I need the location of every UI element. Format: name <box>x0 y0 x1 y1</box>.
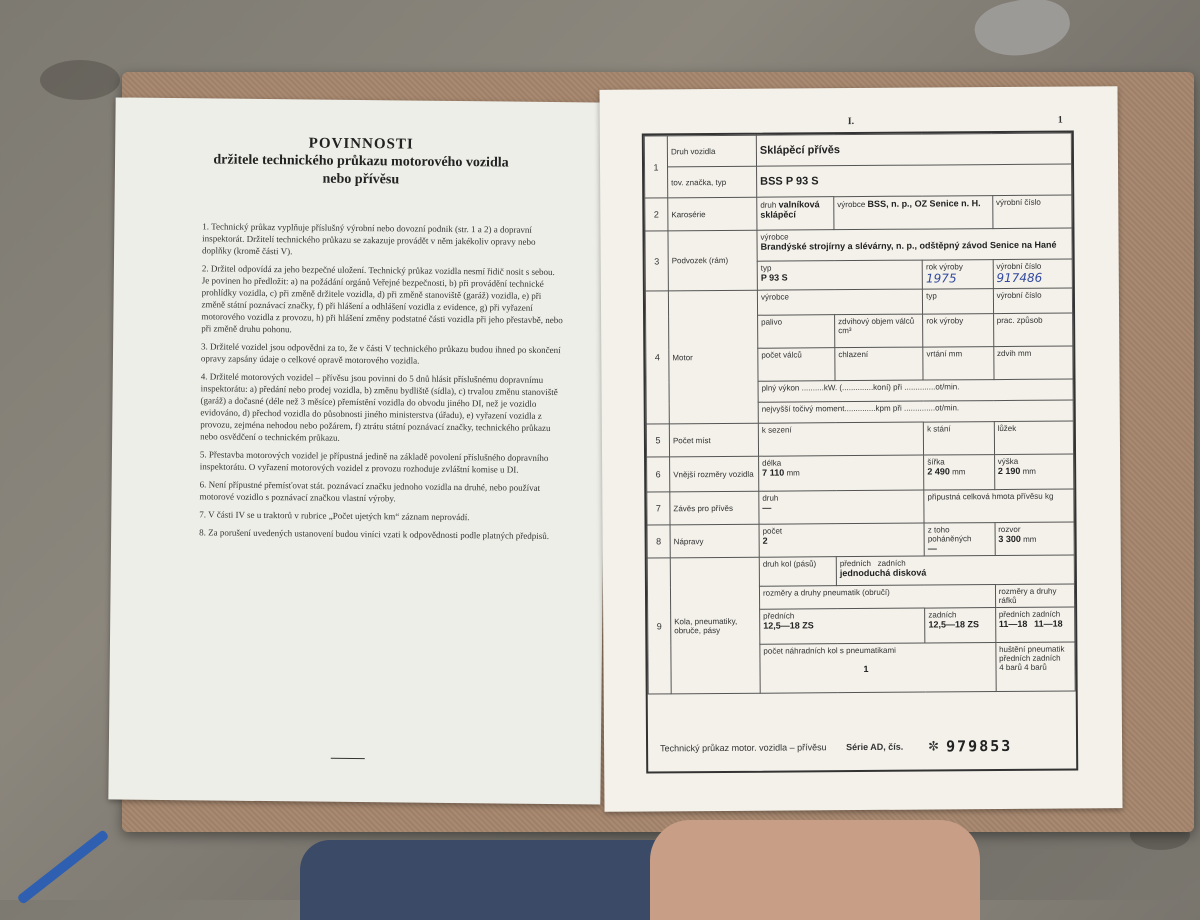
row-number: 1 <box>644 136 667 198</box>
left-page <box>108 97 607 804</box>
inflation-label: huštění pneumatik <box>999 644 1065 655</box>
cooling-label: chlazení <box>835 347 923 381</box>
inflation-rear-value: 4 barů <box>1024 662 1047 672</box>
rule-item: 5. Přestavba motorových vozidel je přípustná jedině na základě povolení příslušného dopravního inspektorátu. O vyřazení motorových vozidel z provozu rozhoduje zvláštní komise u DI. <box>199 449 549 475</box>
row-3 <box>645 228 1072 262</box>
hitch-kind-value: — <box>762 502 772 513</box>
driven-axles-value: — <box>927 543 937 554</box>
body-label: Karosérie <box>668 197 757 231</box>
rule-item: 7. V části IV se u traktorů v rubrice „Počet ujetých km“ záznam neprovádí. <box>199 509 470 523</box>
hitch-kind-label: druh <box>762 493 779 503</box>
row-number: 3 <box>645 231 668 291</box>
brand-type-label: tov. značka, typ <box>668 166 757 198</box>
chassis-type-value: P 93 S <box>760 272 788 283</box>
tire-sizes-label: rozměry a druhy pneumatik (obručí) <box>759 585 995 610</box>
row-number: 5 <box>646 424 669 457</box>
chassis-year-value: 1975 <box>925 271 957 286</box>
beds-label: lůžek <box>994 421 1074 455</box>
left-page-title: POVINNOSTI <box>308 135 414 153</box>
end-line <box>331 758 365 759</box>
wheel-rear-label: zadních <box>877 558 906 568</box>
wheels-label: Kola, pneumatiky, obruče, pásy <box>670 557 760 694</box>
engine-serial-label: výrobní číslo <box>993 288 1073 314</box>
width-unit: mm <box>952 467 966 477</box>
tire-rear-label: zadních <box>928 610 957 620</box>
axle-count-value: 2 <box>762 535 768 546</box>
left-page-subtitle: držitele technického průkazu motorového vozidla <box>213 152 509 171</box>
row-7 <box>647 489 1074 525</box>
footer-label: Technický průkaz motor. vozidla – přívěsu <box>660 742 827 754</box>
engine-maker-label: výrobce <box>757 289 922 315</box>
rule-item: 2. Držitel odpovídá za jeho bezpečné uložení. Technický průkaz vozidla nesmí řidič nosit s sebou. Je povinen ho předložit: a) na požádání orgánů Veřejné bezpečnosti, b) při provádění technické prohlídky vozidla, c) při změně držitele vozidla, d) při změně stanoviště (garáž) vozidla, e) při změně státní poznávací značky, f) při hlášení a odhlášení vozidla z evidence, g) při vyřazení motorového vozidla z provozu, h) při hlášení změny podstatné části vozidla při jeho přestavbě, nebo při změně druhu pohonu. <box>201 263 563 335</box>
row-number: 6 <box>647 457 670 492</box>
hand <box>650 820 980 920</box>
engine-year-label: rok výroby <box>923 314 994 347</box>
pen <box>17 829 110 905</box>
row-8 <box>647 522 1074 558</box>
row-number: 9 <box>647 558 671 694</box>
inflation-front-label: předních <box>999 653 1031 664</box>
stroke-unit: mm <box>1017 348 1032 358</box>
rule-item: 1. Technický průkaz vyplňuje příslušný výrobní nebo dovozní podnik (str. 1 a 2) a dopravní inspektorát. Držitelí technického průkazu se zakazuje provádět v něm jakékoliv opravy nebo doplňky (kromě části V). <box>202 221 536 257</box>
trailer-mass-unit: kg <box>1044 491 1054 501</box>
rule-item: 6. Není přípustné přemísťovat stát. poznávací značku jednoho vozidla na druhé, nebo používat motorové vozidlo s poznávací značkou vlastní výroby. <box>199 479 541 504</box>
trailer-mass-label: připustná celková hmota přívěsu <box>927 491 1043 502</box>
chassis-maker-label: výrobce <box>760 232 789 242</box>
spare-wheels-value: 1 <box>863 663 869 674</box>
inflation-front-value: 4 barů <box>999 662 1022 673</box>
axle-count-label: počet <box>762 526 783 536</box>
engine-label: Motor <box>668 290 758 424</box>
height-unit: mm <box>1022 466 1036 476</box>
axles-label: Nápravy <box>670 524 759 558</box>
row-1 <box>644 133 1071 167</box>
page-number: 1 <box>1057 114 1063 126</box>
inflation-rear-label: zadních <box>1032 653 1061 663</box>
chassis-serial-value: 917486 <box>996 270 1043 286</box>
rock <box>970 0 1074 64</box>
vehicle-type-label: Druh vozidla <box>667 135 756 167</box>
tire-rear-value: 12,5—18 ZS <box>928 619 979 630</box>
chassis-year-label: rok výroby <box>925 262 963 272</box>
hitch-label: Závěs pro přívěs <box>670 491 759 525</box>
displacement-label: zdvihový objem válců <box>838 316 915 327</box>
wheelbase-unit: mm <box>1023 534 1037 544</box>
height-label: výška <box>997 456 1019 467</box>
seats-label: Počet míst <box>669 423 758 457</box>
chassis-label: Podvozek (rám) <box>668 230 757 291</box>
dimensions-label: Vnější rozměry vozidla <box>670 456 759 492</box>
body-serial-label: výrobní číslo <box>992 195 1072 229</box>
row-number: 2 <box>645 198 668 231</box>
row-number: 4 <box>645 291 669 424</box>
rule-item: 4. Držitelé motorových vozidel – přívěsu jsou povinni do 5 dnů hlásit příslušnému dopravnímu inspektorátu: a) předání nebo prodej vozidla, b) změnu bydliště (sídla), c) trvalou změnu stanoviště (garáž) a dočasné (déle než 3 měsíce) přemístění vozidla do obvodu jiného DI, než je vozidlo evidováno, d) přechod vozidla do působnosti jiného ministerstva (úřadu), e) vyřazení vozidla z provozu, zejména nehodou nebo požárem, f) ztrátu státní poznávací značky, technického průkazu nebo osvědčení o technickém průkazu. <box>200 371 558 443</box>
power-line: plný výkon ..........kW. (..............koní) při ..............ot/min. <box>758 379 1073 402</box>
chassis-serial-label: výrobní číslo <box>996 261 1042 272</box>
length-unit: mm <box>786 468 800 478</box>
body-kind-label: druh <box>760 200 777 210</box>
series-label: Série AD, čís. <box>846 741 904 753</box>
body-kind-value: valníková sklápěcí <box>760 199 820 220</box>
driven-axles-label: z toho poháněných <box>927 525 972 544</box>
row-6 <box>647 454 1074 492</box>
spare-wheels-label: počet náhradních kol s pneumatikami <box>763 645 896 656</box>
rim-sizes-label: rozměry a druhy ráfků <box>995 584 1074 608</box>
row-4 <box>645 288 1072 316</box>
tire-front-label: předních <box>763 611 795 621</box>
wheelbase-label: rozvor <box>998 524 1021 535</box>
row-number: 8 <box>647 525 670 558</box>
width-label: šířka <box>927 457 945 467</box>
body-maker-value: BSS, n. p., OZ Senice n. H. <box>867 198 981 209</box>
wheel-kind-value: jednoduchá disková <box>839 567 927 579</box>
row-9 <box>647 555 1074 587</box>
right-page <box>599 86 1122 812</box>
rim-front-label: předních <box>998 609 1031 620</box>
length-label: délka <box>762 458 782 468</box>
left-page-subtitle-2: nebo přívěsu <box>322 171 400 188</box>
width-value: 2 490 <box>927 466 950 477</box>
engine-type-label: typ <box>923 289 994 314</box>
seated-label: k sezení <box>758 422 923 456</box>
bore-unit: mm <box>948 349 963 359</box>
wheel-kind-label: druh kol (pásů) <box>759 557 836 587</box>
tire-front-value: 12,5—18 ZS <box>763 620 814 631</box>
body-maker-label: výrobce <box>837 199 866 210</box>
star-icon: ✼ <box>928 738 940 754</box>
stroke-label: zdvih <box>996 348 1016 359</box>
rim-front-value: 11—18 <box>998 618 1028 630</box>
row-2 <box>645 195 1072 231</box>
torque-line: nejvyšší točivý moment..............kpm při ..............ot/min. <box>758 400 1073 423</box>
rules-list <box>199 220 564 548</box>
vehicle-form <box>642 131 1078 774</box>
vehicle-type-value: Sklápěcí přívěs <box>759 144 841 157</box>
rule-item: 8. Za porušení uvedených ustanovení budou viníci vzati k odpovědnosti podle platných předpisů. <box>199 527 550 542</box>
standing-label: k stání <box>924 422 995 455</box>
wheelbase-value: 3 300 <box>998 533 1021 545</box>
wheel-front-label: předních <box>839 558 871 569</box>
row-5 <box>646 421 1073 457</box>
section-number: I. <box>847 116 855 128</box>
chassis-type-label: typ <box>760 263 772 273</box>
bore-label: vrtání <box>926 349 947 359</box>
row-number: 7 <box>647 492 670 525</box>
rule-item: 3. Držitelé vozidel jsou odpovědni za to, že v části V technického průkazu budou ihned po skončení opravy zapsány údaje o celkové opravě motorového vozidla. <box>200 341 561 366</box>
serial-number: 979853 <box>946 736 1013 756</box>
work-method-label: prac. způsob <box>993 313 1073 347</box>
height-value: 2 190 <box>997 465 1021 477</box>
brand-type-value: BSS P 93 S <box>760 175 819 188</box>
chassis-maker-value: Brandýské strojírny a slévárny, n. p., odštěpný závod Senice na Hané <box>760 239 1057 252</box>
rim-rear-value: 11—18 <box>1034 618 1063 629</box>
length-value: 7 110 <box>762 467 785 478</box>
fuel-label: palivo <box>758 315 835 349</box>
cylinders-label: počet válců <box>758 348 835 382</box>
displacement-unit: cm³ <box>838 326 852 336</box>
rim-rear-label: zadních <box>1032 609 1061 619</box>
